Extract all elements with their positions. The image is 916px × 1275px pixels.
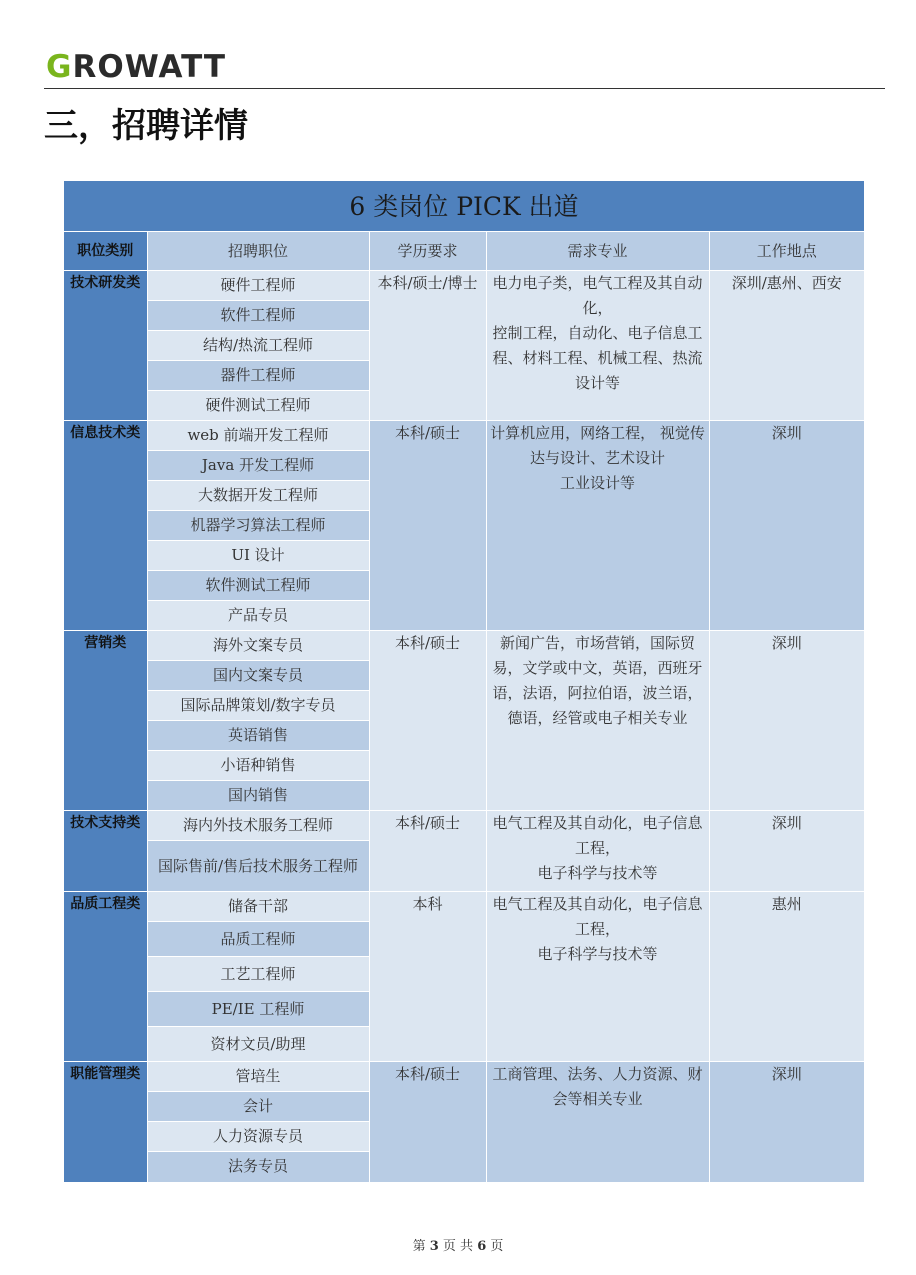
column-header-category: 职位类别 [64, 232, 147, 271]
position-cell: 人力资源专员 [147, 1122, 369, 1152]
recruitment-table [64, 181, 864, 1182]
position-cell: 小语种销售 [147, 751, 369, 781]
position-cell: PE/IE 工程师 [147, 992, 369, 1027]
column-header-education: 学历要求 [369, 232, 486, 271]
education-cell: 本科/硕士/博士 [369, 271, 486, 421]
table-row [64, 892, 864, 922]
category-cell: 技术支持类 [64, 811, 147, 892]
page-footer: 第 3 页 共 6 页 [412, 1239, 504, 1254]
table-row [64, 811, 864, 841]
education-cell: 本科/硕士 [369, 631, 486, 811]
major-cell: 电力电子类，电气工程及其自动化， 控制工程，自动化、电子信息工程、材料工程、机械工程、热流设计等 [486, 271, 709, 421]
position-cell: 管培生 [147, 1062, 369, 1092]
education-cell: 本科/硕士 [369, 811, 486, 892]
total-pages: 6 [477, 1239, 487, 1254]
category-cell: 职能管理类 [64, 1062, 147, 1182]
table-row [64, 631, 864, 661]
header-divider [44, 88, 885, 89]
position-cell: UI 设计 [147, 541, 369, 571]
position-cell: 软件工程师 [147, 301, 369, 331]
position-cell: 会计 [147, 1092, 369, 1122]
major-cell: 电气工程及其自动化，电子信息工程， 电子科学与技术等 [486, 811, 709, 892]
category-cell: 技术研发类 [64, 271, 147, 421]
section-title: 三，招聘详情 [44, 106, 248, 146]
category-cell: 营销类 [64, 631, 147, 811]
major-cell: 电气工程及其自动化，电子信息工程， 电子科学与技术等 [486, 892, 709, 1062]
position-cell: 产品专员 [147, 601, 369, 631]
position-cell: 结构/热流工程师 [147, 331, 369, 361]
education-cell: 本科/硕士 [369, 421, 486, 631]
position-cell: 硬件测试工程师 [147, 391, 369, 421]
position-cell: 海外文案专员 [147, 631, 369, 661]
table-row [64, 421, 864, 451]
location-cell: 深圳 [709, 1062, 864, 1182]
table-title: 6 类岗位 PICK 出道 [64, 181, 864, 232]
major-cell: 工商管理、法务、人力资源、财会等相关专业 [486, 1062, 709, 1182]
position-cell: 工艺工程师 [147, 957, 369, 992]
position-cell: 储备干部 [147, 892, 369, 922]
column-header-position: 招聘职位 [147, 232, 369, 271]
position-cell: 国内文案专员 [147, 661, 369, 691]
location-cell: 深圳 [709, 811, 864, 892]
table-row [64, 1062, 864, 1092]
position-cell: 法务专员 [147, 1152, 369, 1182]
location-cell: 深圳 [709, 631, 864, 811]
education-cell: 本科/硕士 [369, 1062, 486, 1182]
position-cell: 硬件工程师 [147, 271, 369, 301]
category-cell: 信息技术类 [64, 421, 147, 631]
position-cell: Java 开发工程师 [147, 451, 369, 481]
position-cell: web 前端开发工程师 [147, 421, 369, 451]
position-cell: 软件测试工程师 [147, 571, 369, 601]
column-header-major: 需求专业 [486, 232, 709, 271]
table-row [64, 271, 864, 301]
major-cell: 新闻广告，市场营销，国际贸易，文学或中文，英语，西班牙语，法语，阿拉伯语，波兰语，德语，经管或电子相关专业 [486, 631, 709, 811]
location-cell: 深圳 [709, 421, 864, 631]
position-cell: 资材文员/助理 [147, 1027, 369, 1062]
position-cell: 英语销售 [147, 721, 369, 751]
position-cell: 国际售前/售后技术服务工程师 [147, 841, 369, 892]
location-cell: 深圳/惠州、西安 [709, 271, 864, 421]
growatt-logo: GROWATT [46, 49, 227, 85]
position-cell: 国际品牌策划/数字专员 [147, 691, 369, 721]
column-header-location: 工作地点 [709, 232, 864, 271]
position-cell: 器件工程师 [147, 361, 369, 391]
position-cell: 品质工程师 [147, 922, 369, 957]
education-cell: 本科 [369, 892, 486, 1062]
position-cell: 海内外技术服务工程师 [147, 811, 369, 841]
category-cell: 品质工程类 [64, 892, 147, 1062]
position-cell: 国内销售 [147, 781, 369, 811]
current-page: 3 [429, 1239, 439, 1254]
position-cell: 机器学习算法工程师 [147, 511, 369, 541]
position-cell: 大数据开发工程师 [147, 481, 369, 511]
location-cell: 惠州 [709, 892, 864, 1062]
major-cell: 计算机应用，网络工程， 视觉传达与设计、艺术设计 工业设计等 [486, 421, 709, 631]
table-body [64, 271, 864, 1182]
